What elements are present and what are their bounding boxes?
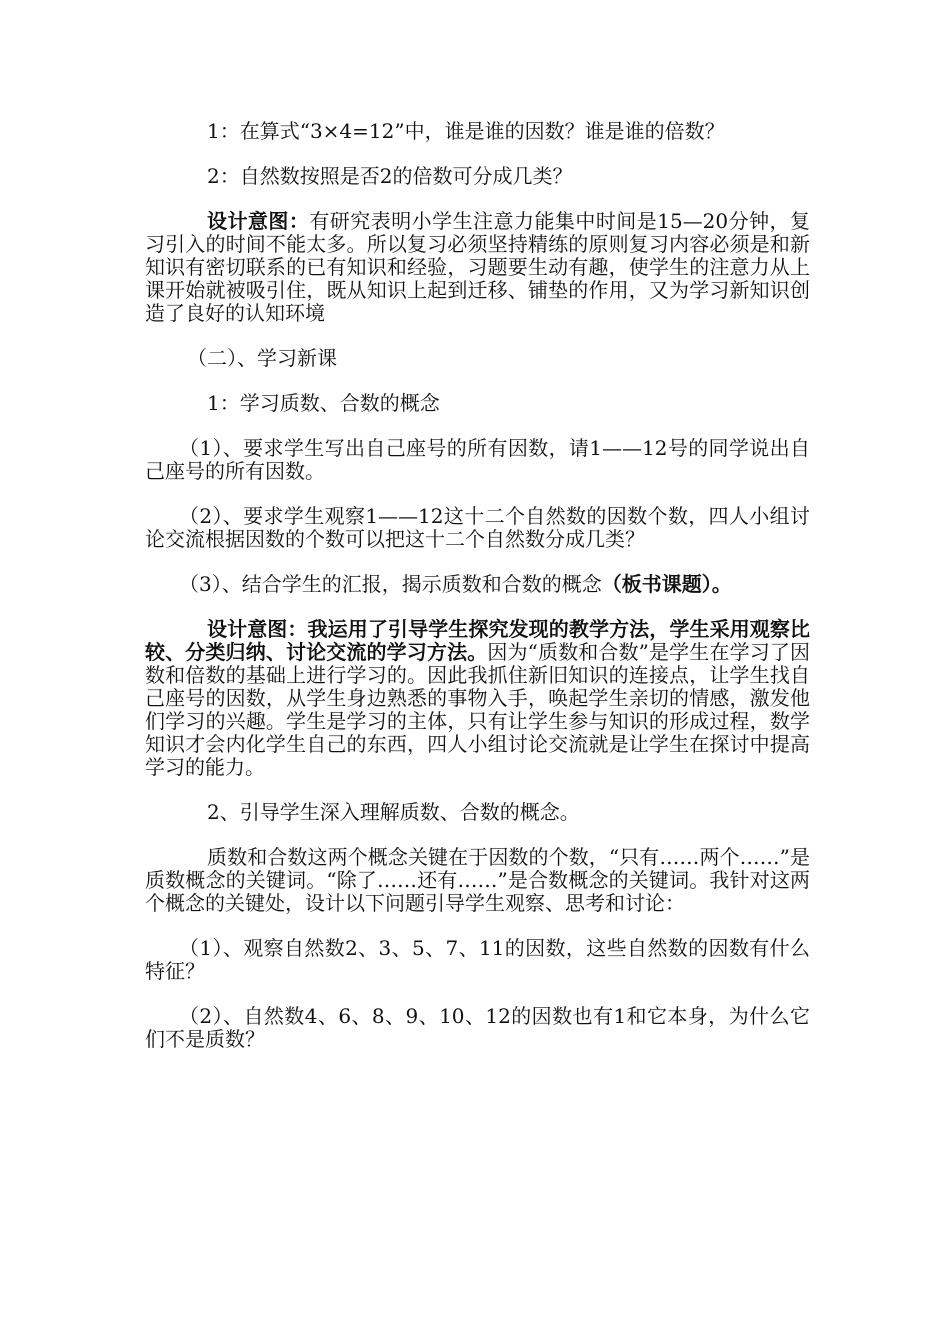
section-heading-new-lesson: （二）、学习新课	[187, 346, 337, 370]
design-intent-text-2: 因为“质数和合数”是学生在学习了因数和倍数的基础上进行学习的。因此我抓住新旧知识的连接点，让学生找自己座号的因数，从学生身边熟悉的事物入手，唤起学生亲切的情感，激发他们学习的兴趣。学生是学习的主体，只有让学生参与知识的形成过程，数学知识才会内化学生自己的东西，四人小组讨论交流就是让学生在探讨中提高学习的能力。	[145, 640, 810, 779]
guiding-question-2: （2）、自然数4、6、8、9、10、12的因数也有1和它本身，为什么它们不是质数？	[145, 1004, 810, 1051]
activity-step-2: （2）、要求学生观察1——12这十二个自然数的因数个数，四人小组讨论交流根据因数的个数可以把这十二个自然数分成几类？	[145, 504, 810, 551]
document-page	[145, 120, 810, 1073]
design-intent-paragraph-1	[145, 210, 810, 325]
subsection-heading-deep-understanding: 2、引导学生深入理解质数、合数的概念。	[207, 800, 580, 824]
guiding-question-1: （1）、观察自然数2、3、5、7、11的因数，这些自然数的因数有什么特征？	[145, 936, 810, 983]
review-question-2: 2：自然数按照是否2的倍数可分成几类？	[207, 164, 573, 188]
activity-step-3	[145, 573, 810, 596]
activity-step-1: （1）、要求学生写出自己座号的所有因数，请1——12号的同学说出自己座号的所有因数。	[145, 436, 810, 483]
design-intent-bold-text: 设计意图：我运用了引导学生探究发现的教学方法，学生采用观察比较、分类归纳、讨论交流的学习方法。	[145, 617, 810, 664]
subsection-heading-concepts: 1：学习质数、合数的概念	[207, 391, 440, 415]
activity-step-3-text: （3）、结合学生的汇报，揭示质数和合数的概念	[179, 572, 602, 596]
board-title-note: （板书课题）。	[601, 572, 732, 596]
review-question-1: 1：在算式“3×4=12”中，谁是谁的因数？谁是谁的倍数？	[207, 119, 725, 143]
design-intent-paragraph-2	[145, 618, 810, 779]
keyword-explanation-paragraph: 质数和合数这两个概念关键在于因数的个数，“只有……两个……”是质数概念的关键词。“除了……还有……”是合数概念的关键词。我针对这两个概念的关键处，设计以下问题引导学生观察、思考和讨论：	[145, 845, 810, 915]
design-intent-text: 有研究表明小学生注意力能集中时间是15—20分钟，复习引入的时间不能太多。所以复习必须坚持精练的原则复习内容必须是和新知识有密切联系的已有知识和经验，习题要生动有趣，使学生的注意力从上课开始就被吸引住，既从知识上起到迁移、铺垫的作用，又为学习新知识创造了良好的认知环境	[145, 209, 810, 325]
design-intent-label: 设计意图：	[207, 209, 310, 233]
